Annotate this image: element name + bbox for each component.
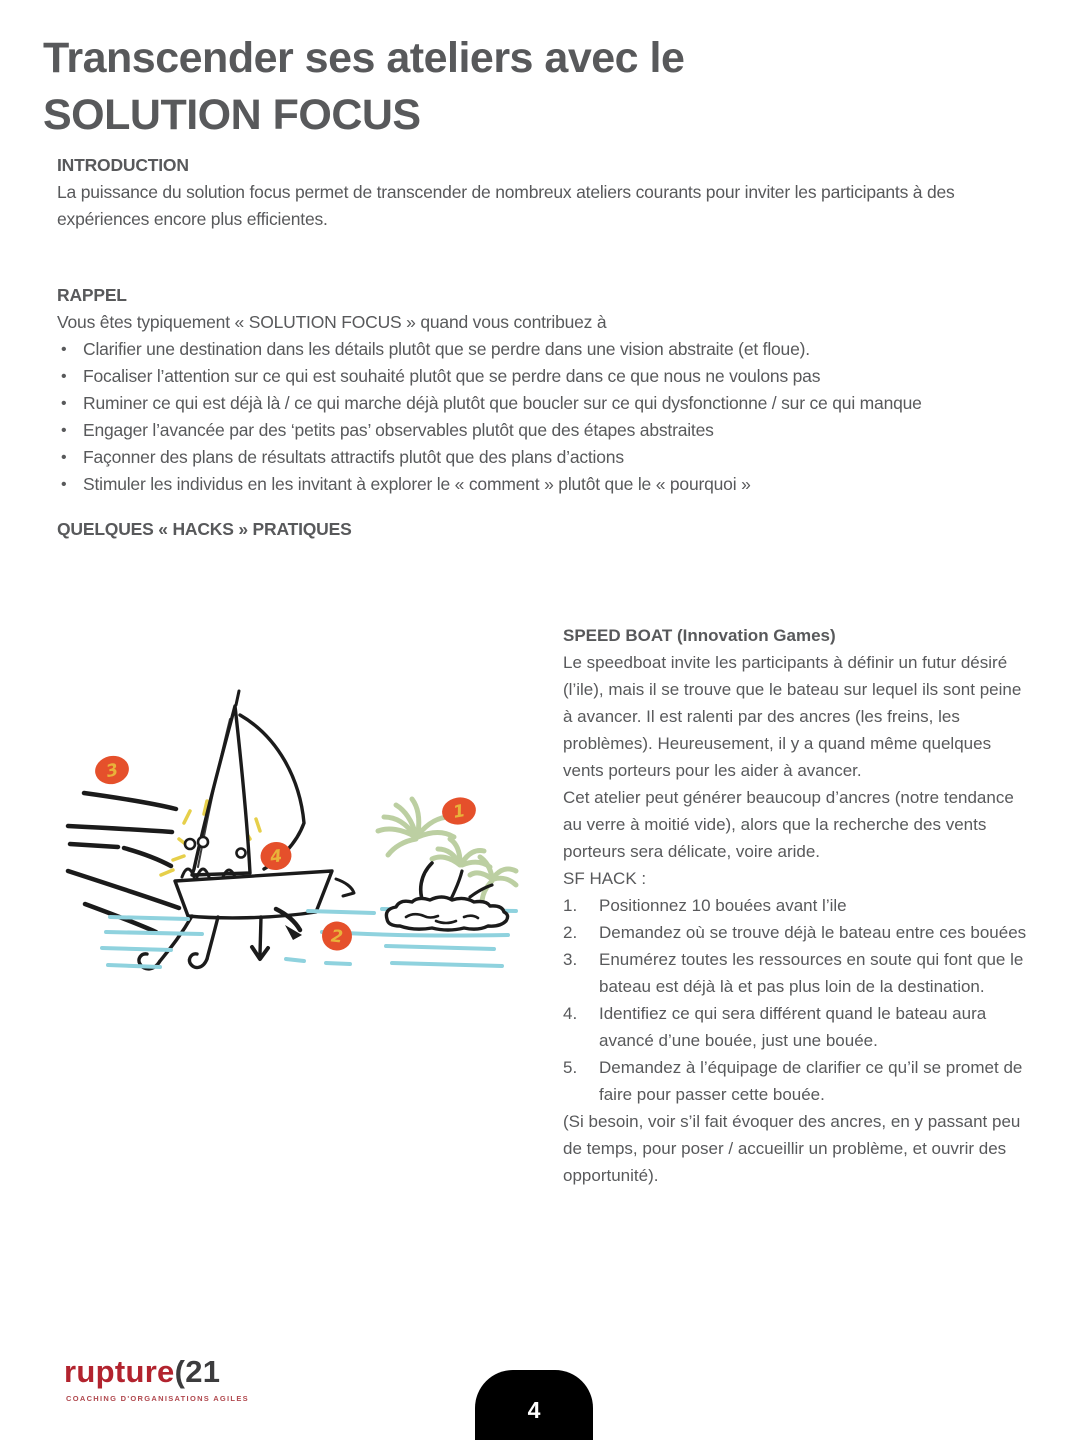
- rappel-bullet-list: [57, 336, 992, 498]
- list-item: [563, 1000, 1033, 1054]
- bullet-text: Engager l’avancée par des ‘petits pas’ observables plutôt que des étapes abstraites: [83, 420, 714, 440]
- list-item: [57, 471, 992, 498]
- speedboat-sketch: [40, 578, 560, 1060]
- speedboat-para2: Cet atelier peut générer beaucoup d’ancres (notre tendance au verre à moitié vide), alors que la recherche des vents porteurs sera délicate, voire aride.: [563, 788, 1014, 861]
- step-text: Enumérez toutes les ressources en soute qui font que le bateau est déjà là et pas plus loin de la destination.: [599, 950, 1024, 996]
- step-text: Demandez où se trouve déjà le bateau entre ces bouées: [599, 923, 1027, 942]
- buoy-3: [92, 753, 131, 787]
- bullet-text: Façonner des plans de résultats attractifs plutôt que des plans d’actions: [83, 447, 624, 467]
- step-text: Identifiez ce qui sera différent quand le bateau aura avancé d’une bouée, just une bouée.: [599, 1004, 987, 1050]
- page-number: 4: [527, 1396, 541, 1423]
- rappel-heading: RAPPEL: [57, 285, 127, 305]
- introduction-heading: INTRODUCTION: [57, 155, 189, 175]
- page-title-line1: Transcender ses ateliers avec le: [43, 34, 685, 82]
- list-item: [563, 892, 1033, 919]
- step-number: 1.: [563, 896, 578, 915]
- logo-suffix-text: (21: [174, 1354, 221, 1389]
- list-item: [563, 1054, 1033, 1108]
- buoy-4-label: 4: [268, 846, 284, 868]
- speedboat-para1: Le speedboat invite les participants à définir un futur désiré (l’ile), mais il se trouve que le bateau sur lequel ils sont peine à avancer. Il est ralenti par des ancres (les freins, les problèmes). Heureusement, il y a quand même quelques vents porteurs pour les aider à avancer.: [563, 653, 1022, 780]
- hacks-section: [57, 516, 957, 543]
- step-text: Demandez à l’équipage de clarifier ce qu’il se promet de faire pour passer cette bouée.: [599, 1058, 1023, 1104]
- speedboat-closing: (Si besoin, voir s’il fait évoquer des ancres, en y passant peu de temps, pour poser / accueillir un problème, et ouvrir des opportunité).: [563, 1112, 1021, 1185]
- speedboat-illustration: [40, 578, 560, 1060]
- rappel-intro: Vous êtes typiquement « SOLUTION FOCUS » quand vous contribuez à: [57, 312, 607, 332]
- company-logo: [64, 1352, 324, 1403]
- buoy-2-label: 2: [329, 926, 344, 948]
- page-title-line2: SOLUTION FOCUS: [43, 91, 421, 139]
- buoy-2: [321, 920, 354, 952]
- wind-lines-icon: [68, 793, 179, 932]
- list-item: [57, 336, 992, 363]
- step-text: Positionnez 10 bouées avant l’ile: [599, 896, 847, 915]
- introduction-body: La puissance du solution focus permet de transcender de nombreux ateliers courants pour inviter les participants à des expériences encore plus efficientes.: [57, 182, 955, 229]
- logo-main-text: rupture: [64, 1354, 175, 1389]
- sf-hack-steps: [563, 892, 1033, 1108]
- list-item: [57, 363, 992, 390]
- bullet-text: Focaliser l’attention sur ce qui est souhaité plutôt que se perdre dans ce que nous ne voulons pas: [83, 366, 821, 386]
- buoy-1: [440, 795, 478, 827]
- page-number-tab: [475, 1370, 593, 1440]
- logo-tagline: COACHING D'ORGANISATIONS AGILES: [66, 1394, 249, 1403]
- speedboat-heading: SPEED BOAT (Innovation Games): [563, 626, 836, 645]
- sf-hack-label: SF HACK :: [563, 869, 647, 888]
- step-number: 2.: [563, 923, 578, 942]
- list-item: [563, 919, 1033, 946]
- buoy-1-label: 1: [451, 801, 467, 823]
- list-item: [57, 417, 992, 444]
- step-number: 5.: [563, 1058, 578, 1077]
- step-number: 4.: [563, 1004, 578, 1023]
- bullet-text: Stimuler les individus en les invitant à explorer le « comment » plutôt que le « pourquoi »: [83, 474, 751, 494]
- list-item: [57, 444, 992, 471]
- list-item: [57, 390, 992, 417]
- list-item: [563, 946, 1033, 1000]
- buoy-3-label: 3: [104, 759, 121, 782]
- speedboat-section: [563, 622, 1033, 1189]
- hacks-heading: QUELQUES « HACKS » PRATIQUES: [57, 519, 352, 539]
- rappel-section: [57, 282, 992, 498]
- page-title: [43, 30, 1003, 144]
- step-number: 3.: [563, 950, 578, 969]
- introduction-section: [57, 152, 957, 233]
- bullet-text: Ruminer ce qui est déjà là / ce qui marche déjà plutôt que boucler sur ce qui dysfonctionne / sur ce qui manque: [83, 393, 922, 413]
- bullet-text: Clarifier une destination dans les détails plutôt que se perdre dans une vision abstraite (et floue).: [83, 339, 810, 359]
- logo-wordmark: [64, 1352, 324, 1392]
- anchor-icon: [139, 916, 268, 969]
